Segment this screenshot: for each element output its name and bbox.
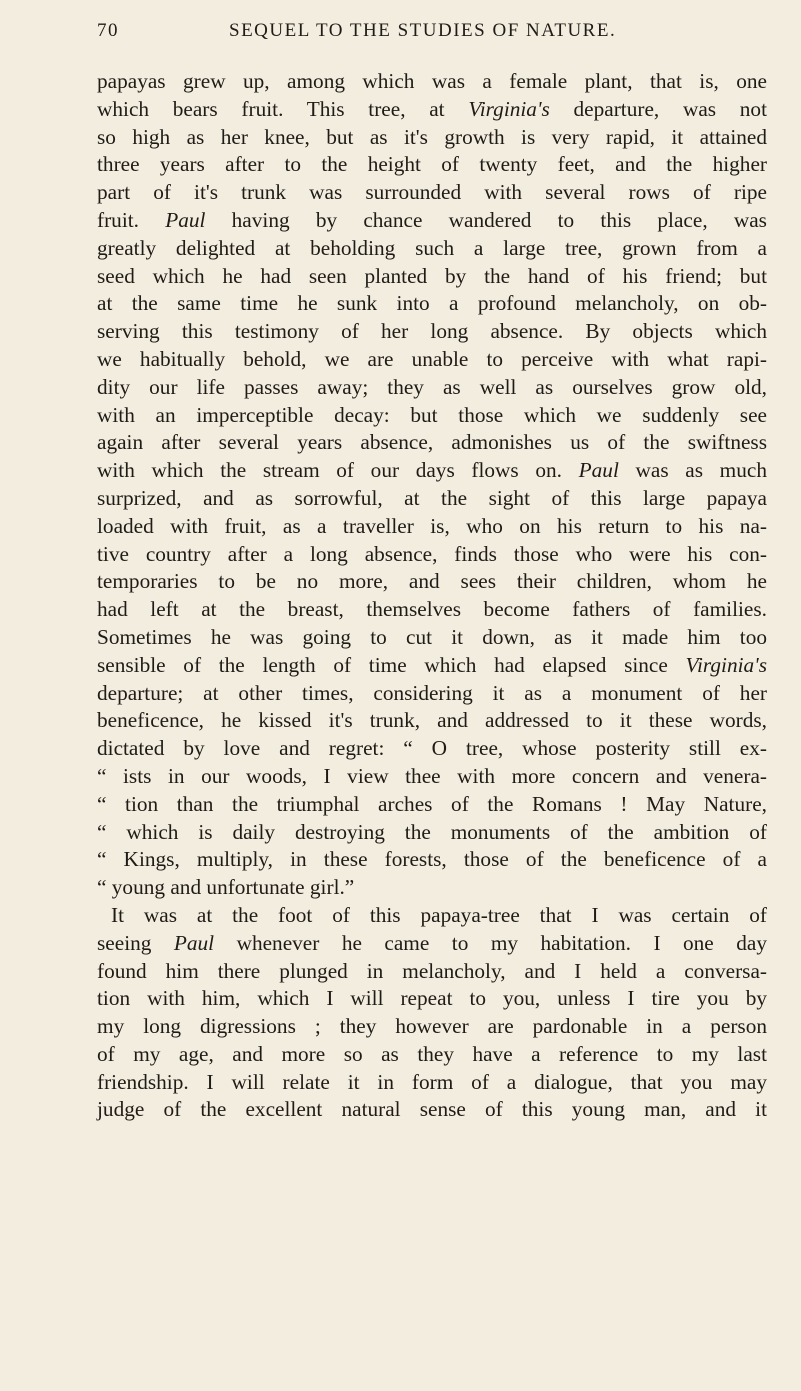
text-line: “ Kings, multiply, in these forests, those of the beneficence of a [97, 847, 767, 872]
italic-name: Paul [578, 458, 619, 483]
text-line: which bears fruit. This tree, at Virginia's departure, was not [97, 96, 767, 121]
text-line: loaded with fruit, as a traveller is, who on his return to his na- [97, 513, 767, 538]
italic-name: Virginia's [468, 96, 550, 121]
text-line: serving this testimony of her long absence. By objects which [97, 319, 767, 344]
italic-name: Virginia's [685, 652, 767, 677]
text-line: with which the stream of our days flows on. Paul was as much [97, 458, 767, 483]
text-line: we habitually behold, we are unable to perceive with what rapi- [97, 346, 767, 371]
text-line: of my age, and more so as they have a reference to my last [97, 1041, 767, 1066]
text-line: with an imperceptible decay: but those which we suddenly see [97, 402, 767, 427]
text-line: again after several years absence, admonishes us of the swiftness [97, 430, 767, 455]
text-line: greatly delighted at beholding such a large tree, grown from a [97, 235, 767, 260]
text-line: “ ists in our woods, I view thee with more concern and venera- [97, 763, 767, 788]
text-line: temporaries to be no more, and sees their children, whom he [97, 569, 767, 594]
text-line: dictated by love and regret: “ O tree, whose posterity still ex- [97, 736, 767, 761]
text-line: part of it's trunk was surrounded with several rows of ripe [97, 180, 767, 205]
text-line: friendship. I will relate it in form of a dialogue, that you may [97, 1069, 767, 1094]
text-line: dity our life passes away; they as well as ourselves grow old, [97, 374, 767, 399]
text-line: It was at the foot of this papaya-tree that I was certain of [111, 902, 767, 927]
text-line: “ tion than the triumphal arches of the Romans ! May Nature, [97, 791, 767, 816]
text-line: departure; at other times, considering it as a monument of her [97, 680, 767, 705]
text-line: tive country after a long absence, finds those who were his con- [97, 541, 767, 566]
body-text [97, 68, 767, 1124]
text-line: judge of the excellent natural sense of this young man, and it [97, 1097, 767, 1122]
text-line: beneficence, he kissed it's trunk, and addressed to it these words, [97, 708, 767, 733]
running-head [97, 20, 737, 50]
text-line: found him there plunged in melancholy, and I held a conversa- [97, 958, 767, 983]
text-line: my long digressions ; they however are pardonable in a person [97, 1014, 767, 1039]
text-line: fruit. Paul having by chance wandered to this place, was [97, 207, 767, 232]
italic-name: Paul [173, 930, 215, 955]
text-line: seeing Paul whenever he came to my habitation. I one day [97, 930, 767, 955]
text-line: Sometimes he was going to cut it down, as it made him too [97, 624, 767, 649]
text-line: surprized, and as sorrowful, at the sight of this large papaya [97, 485, 767, 510]
text-line: sensible of the length of time which had elapsed since Virginia's [97, 652, 767, 677]
text-line: “ which is daily destroying the monuments of the ambition of [97, 819, 767, 844]
page-number: 70 [97, 20, 119, 41]
text-line: had left at the breast, themselves become fathers of families. [97, 597, 767, 622]
text-line: so high as her knee, but as it's growth is very rapid, it attained [97, 124, 767, 149]
text-line: three years after to the height of twenty feet, and the higher [97, 152, 767, 177]
text-line: “ young and unfortunate girl.” [97, 875, 355, 900]
italic-name: Paul [165, 207, 206, 232]
text-line: seed which he had seen planted by the hand of his friend; but [97, 263, 767, 288]
text-line: papayas grew up, among which was a female plant, that is, one [97, 69, 767, 93]
text-line: tion with him, which I will repeat to you, unless I tire you by [97, 986, 767, 1011]
text-line: at the same time he sunk into a profound melancholy, on ob- [97, 291, 767, 316]
running-title: SEQUEL TO THE STUDIES OF NATURE. [229, 20, 617, 41]
